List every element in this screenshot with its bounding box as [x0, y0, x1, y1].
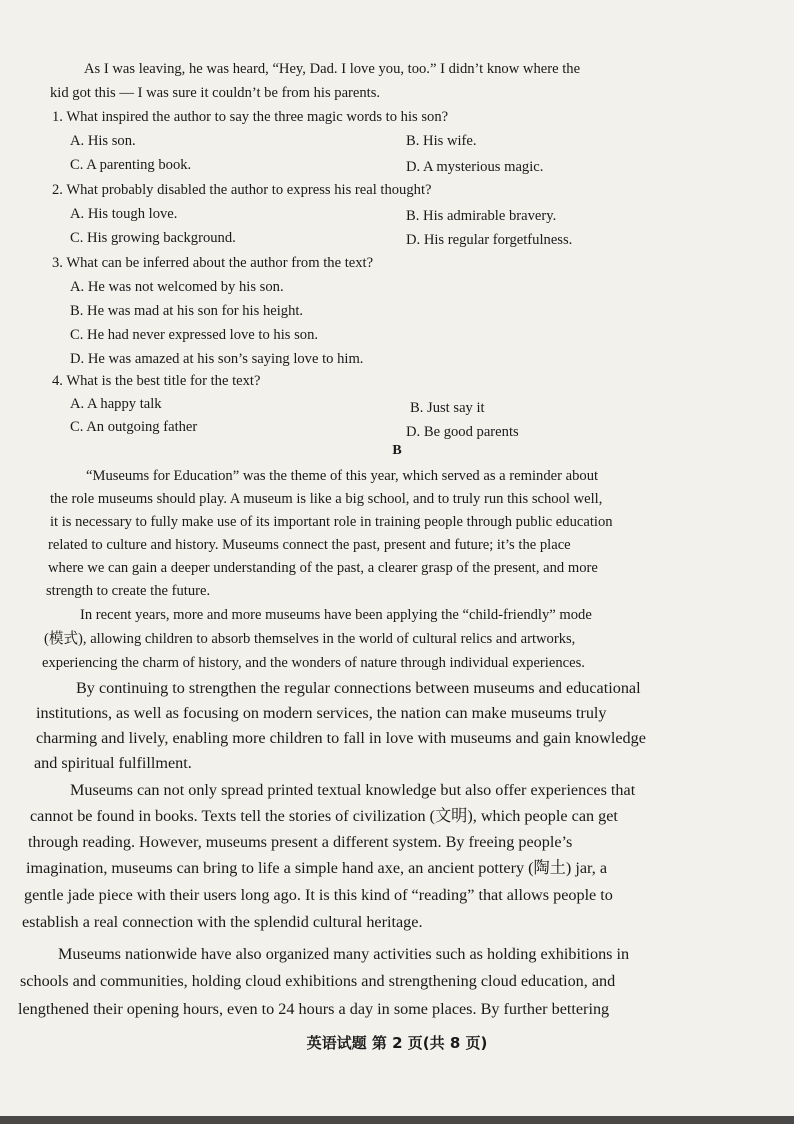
- question-4-stem: 4. What is the best title for the text?: [52, 373, 261, 389]
- p4-line-6: establish a real connection with the splendid cultural heritage.: [22, 913, 423, 931]
- p3-line-4: and spiritual fulfillment.: [34, 754, 192, 772]
- question-3-option-a: A. He was not welcomed by his son.: [70, 279, 284, 295]
- question-1-option-c: C. A parenting book.: [70, 157, 192, 173]
- question-1-option-d: D. A mysterious magic.: [406, 159, 544, 175]
- question-4-option-b: B. Just say it: [410, 400, 485, 416]
- question-2-option-a: A. His tough love.: [70, 206, 178, 222]
- p1-line-5: where we can gain a deeper understanding of the past, a clearer grasp of the present, and more: [48, 560, 598, 576]
- p5-line-2: schools and communities, holding cloud exhibitions and strengthening cloud education, and: [20, 972, 616, 990]
- p5-line-3: lengthened their opening hours, even to 24 hours a day in some places. By further bettering: [18, 1000, 610, 1018]
- p4-line-3: through reading. However, museums present a different system. By freeing people’s: [28, 833, 573, 851]
- question-2-option-c: C. His growing background.: [70, 230, 236, 246]
- p1-line-6: strength to create the future.: [46, 583, 211, 599]
- question-2-option-b: B. His admirable bravery.: [406, 208, 557, 224]
- p1-line-2: the role museums should play. A museum is like a big school, and to truly run this school well,: [50, 491, 603, 507]
- question-2-option-d: D. His regular forgetfulness.: [406, 232, 573, 248]
- question-4-option-c: C. An outgoing father: [70, 419, 198, 435]
- question-4-option-d: D. Be good parents: [406, 424, 519, 440]
- question-3-option-b: B. He was mad at his son for his height.: [70, 303, 304, 319]
- section-b-heading: B: [392, 443, 402, 458]
- p1-line-4: related to culture and history. Museums connect the past, present and future; it’s the place: [48, 537, 571, 553]
- passage-a-line-2: kid got this — I was sure it couldn’t be from his parents.: [50, 85, 381, 101]
- p2-line-1: In recent years, more and more museums have been applying the “child-friendly” mode: [80, 607, 592, 623]
- p5-line-1: Museums nationwide have also organized many activities such as holding exhibitions in: [58, 945, 630, 963]
- passage-a-line-1: As I was leaving, he was heard, “Hey, Dad. I love you, too.” I didn’t know where the: [84, 61, 581, 77]
- page-footer: 英语试题 第 2 页(共 8 页): [306, 1034, 488, 1052]
- p1-line-1: “Museums for Education” was the theme of this year, which served as a reminder about: [86, 468, 599, 484]
- p3-line-2: institutions, as well as focusing on modern services, the nation can make museums truly: [36, 704, 607, 722]
- question-3-option-c: C. He had never expressed love to his son.: [70, 327, 319, 343]
- question-1-option-a: A. His son.: [70, 133, 136, 149]
- p3-line-1: By continuing to strengthen the regular connections between museums and educational: [76, 679, 641, 697]
- p1-line-3: it is necessary to fully make use of its important role in training people through public education: [50, 514, 613, 530]
- p4-line-1: Museums can not only spread printed textual knowledge but also offer experiences that: [70, 781, 636, 799]
- question-1-option-b: B. His wife.: [406, 133, 477, 149]
- p2-line-3: experiencing the charm of history, and the wonders of nature through individual experiences.: [42, 655, 585, 671]
- question-2-stem: 2. What probably disabled the author to express his real thought?: [52, 182, 432, 198]
- question-3-option-d: D. He was amazed at his son’s saying love to him.: [70, 351, 364, 367]
- question-4-option-a: A. A happy talk: [70, 396, 162, 412]
- p3-line-3: charming and lively, enabling more children to fall in love with museums and gain knowledge: [36, 729, 646, 747]
- p4-line-5: gentle jade piece with their users long ago. It is this kind of “reading” that allows people to: [24, 886, 613, 904]
- p4-line-4: imagination, museums can bring to life a simple hand axe, an ancient pottery (陶土) jar, a: [26, 859, 608, 877]
- question-3-stem: 3. What can be inferred about the author from the text?: [52, 255, 374, 271]
- p2-line-2: (模式), allowing children to absorb themselves in the world of cultural relics and artworks,: [44, 631, 576, 647]
- question-1-stem: 1. What inspired the author to say the three magic words to his son?: [52, 109, 449, 125]
- p4-line-2: cannot be found in books. Texts tell the stories of civilization (文明), which people can get: [30, 807, 618, 825]
- scan-edge-divider: [0, 1116, 794, 1124]
